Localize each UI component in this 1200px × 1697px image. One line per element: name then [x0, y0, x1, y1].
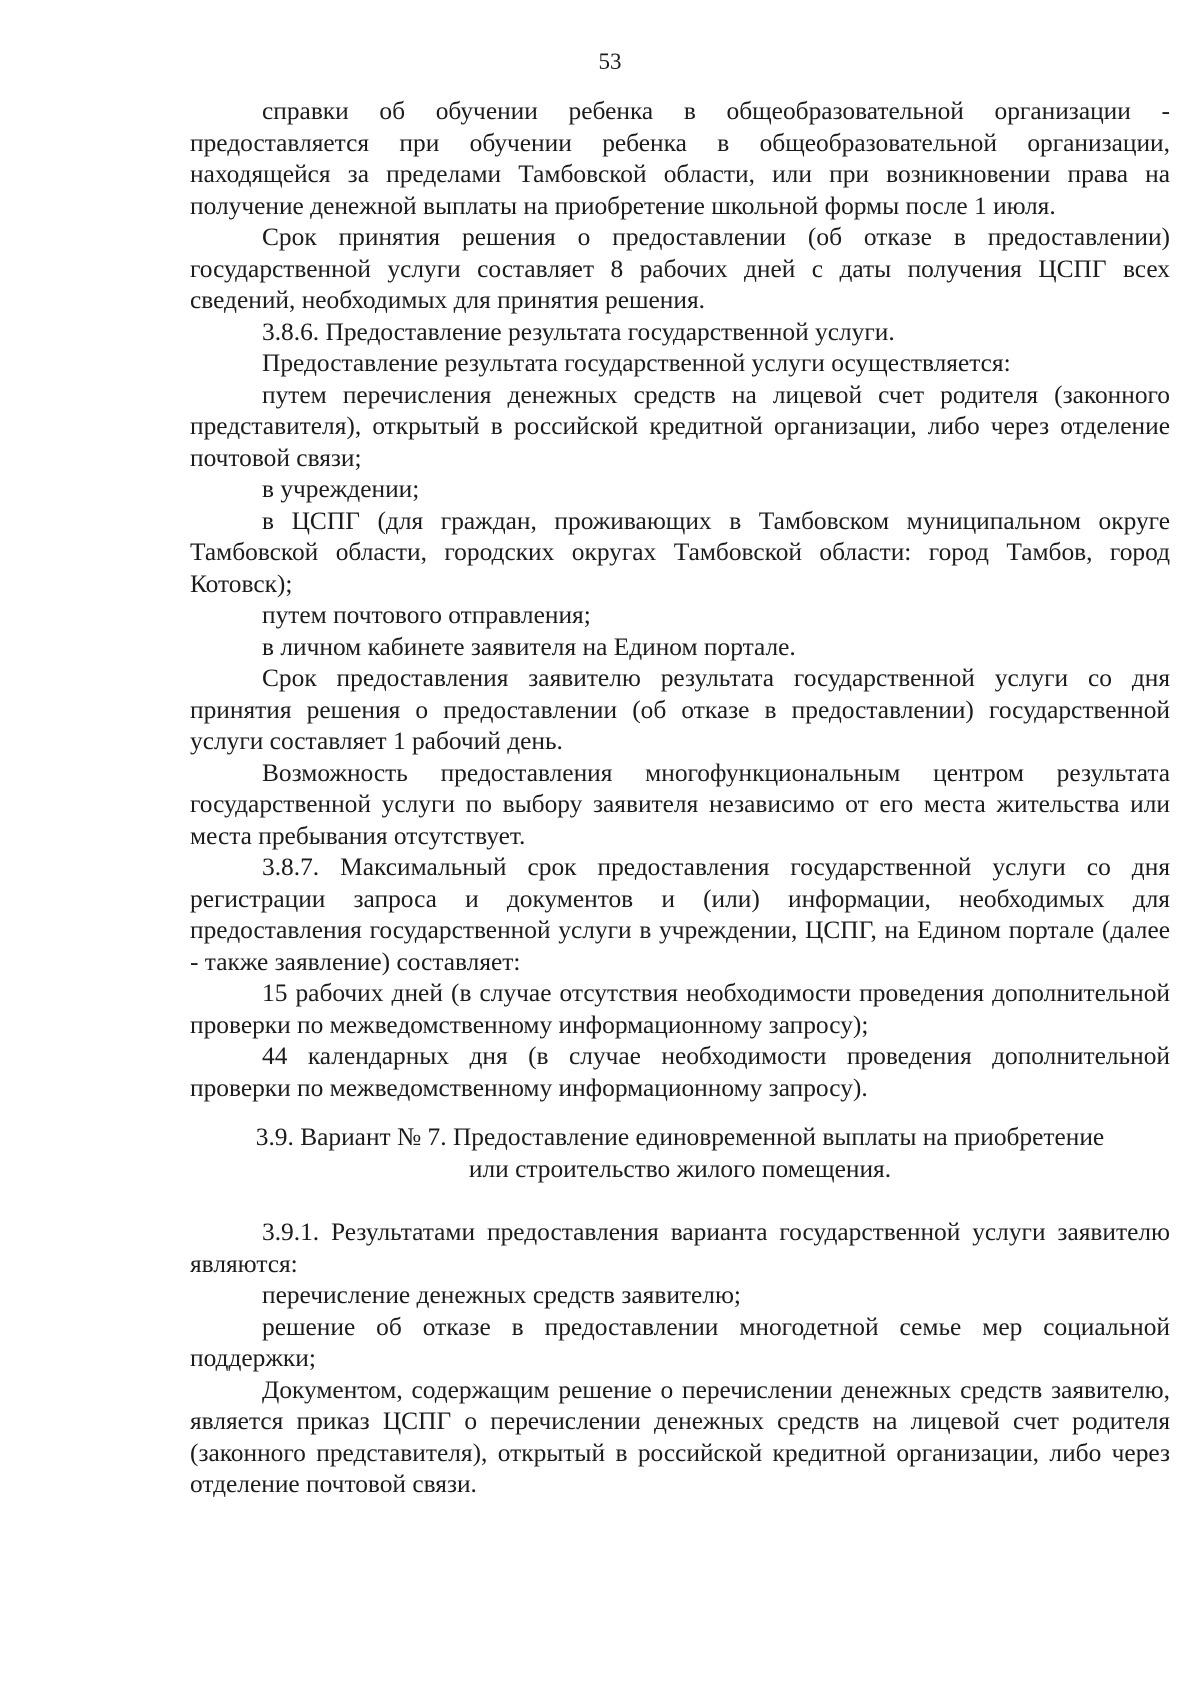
- paragraph: Возможность предоставления многофункциональным центром результата государственной услуги по выбору заявителя независимо от его места жительства или места пребывания отсутствует.: [190, 758, 1170, 850]
- heading-line: или строительство жилого помещения.: [468, 1154, 892, 1183]
- paragraph: путем перечисления денежных средств на лицевой счет родителя (законного представителя), открытый в российской кредитной организации, либо через отделение почтовой связи;: [190, 380, 1170, 472]
- heading-line: 3.9. Вариант № 7. Предоставление единовременной выплаты на приобретение: [255, 1123, 1105, 1151]
- paragraph: 44 календарных дня (в случае необходимости проведения дополнительной проверки по межведомственному информационному запросу).: [190, 1042, 1170, 1102]
- paragraph: 3.9.1. Результатами предоставления варианта государственной услуги заявителю являются:: [190, 1218, 1170, 1278]
- paragraph: в личном кабинете заявителя на Едином портале.: [262, 632, 796, 661]
- paragraph: Срок предоставления заявителю результата государственной услуги со дня принятия решения о предоставлении (об отказе в предоставлении) государственной услуги составляет 1 рабочий день.: [190, 664, 1170, 755]
- paragraph: путем почтового отправления;: [262, 601, 591, 629]
- paragraph: в ЦСПГ (для граждан, проживающих в Тамбовском муниципальном округе Тамбовской области, городских округах Тамбовской области: город Тамбов, город Котовск);: [190, 506, 1170, 598]
- paragraph: справки об обучении ребенка в общеобразовательной организации - предоставляется при обучении ребенка в общеобразовательной организации, находящейся за пределами Тамбовской области, или при возникновении права на получение денежной выплаты на приобретение школьной формы после 1 июля.: [190, 97, 1170, 220]
- section-heading-3-9: [190, 1122, 1170, 1185]
- paragraph: Срок принятия решения о предоставлении (об отказе в предоставлении) государственной услуги составляет 8 рабочих дней с даты получения ЦСПГ всех сведений, необходимых для принятия решения.: [190, 223, 1170, 314]
- paragraph: Документом, содержащим решение о перечислении денежных средств заявителю, является приказ ЦСПГ о перечислении денежных средств на лицевой счет родителя (законного представителя), открытый в российской кредитной организации, либо через отделение почтовой связи.: [190, 1375, 1170, 1498]
- paragraph: решение об отказе в предоставлении многодетной семье мер социальной поддержки;: [190, 1312, 1170, 1372]
- body-text-section-3-8: [190, 96, 1170, 1104]
- paragraph: Предоставление результата государственной услуги осуществляется:: [262, 349, 1011, 377]
- paragraph: 3.8.6. Предоставление результата государственной услуги.: [262, 317, 895, 346]
- body-text-section-3-9: [190, 1217, 1170, 1501]
- paragraph: 15 рабочих дней (в случае отсутствия необходимости проведения дополнительной проверки по межведомственному информационному запросу);: [190, 979, 1170, 1039]
- paragraph: в учреждении;: [262, 475, 420, 503]
- page-number: 53: [598, 49, 622, 74]
- paragraph: перечисление денежных средств заявителю;: [262, 1281, 741, 1309]
- paragraph: 3.8.7. Максимальный срок предоставления государственной услуги со дня регистрации запроса и документов и (или) информации, необходимых для предоставления государственной услуги в учреждении, ЦСПГ, на Едином портале (далее - также заявление) составляет:: [190, 853, 1170, 976]
